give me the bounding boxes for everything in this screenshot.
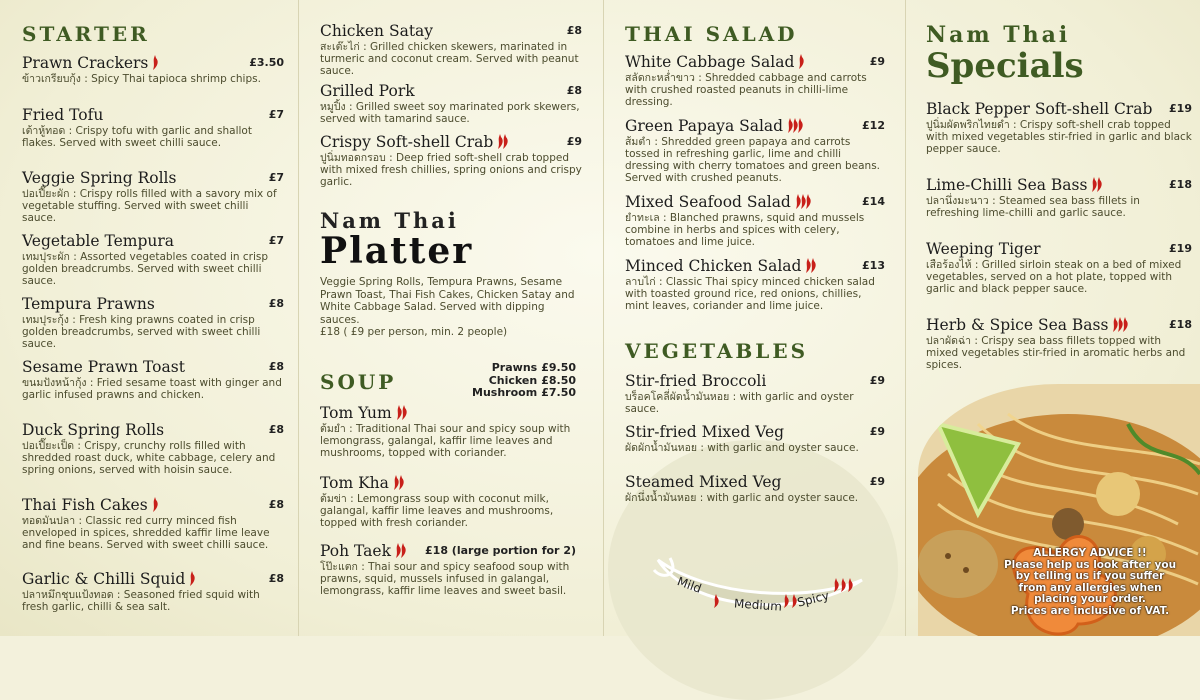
column-divider xyxy=(905,0,906,636)
item-name-text: Weeping Tiger xyxy=(926,240,1041,258)
item-description: ต้มข่า : Lemongrass soup with coconut milk, galangal, kaffir lime leaves and mushrooms, topped with fresh coriander. xyxy=(320,493,554,529)
item-description: เทมปุระผัก : Assorted vegetables coated in crisp golden breadcrumbs. Served with sweet chilli sauce. xyxy=(22,251,269,287)
menu-item xyxy=(22,570,284,613)
item-name-text: Fried Tofu xyxy=(22,106,104,124)
item-price: £14 xyxy=(862,195,885,208)
item-name-text: Prawn Crackers xyxy=(22,54,149,72)
item-description: ต้มยำ : Traditional Thai sour and spicy soup with lemongrass, galangal, kaffir lime leaves and mushrooms, topped with coriander. xyxy=(320,423,571,459)
item-price: £18 xyxy=(1169,178,1192,191)
item-name xyxy=(320,22,582,40)
item-name xyxy=(926,176,1192,194)
menu-item xyxy=(22,358,284,401)
item-name-text: Green Papaya Salad xyxy=(625,117,784,135)
item-price: £18 (large portion for 2) xyxy=(425,544,576,557)
item-price: £9 xyxy=(869,425,885,438)
item-price: £8 xyxy=(566,84,582,97)
item-name-text: Tom Yum xyxy=(320,404,392,422)
item-description: โป๊ะแตก : Thai sour and spicy seafood soup with prawns, squid, mussels infused in galangal, lemongrass, kaffir lime leaves and sweet basil. xyxy=(320,561,570,597)
menu-item xyxy=(320,82,582,125)
item-price: £8 xyxy=(566,24,582,37)
item-name-text: Stir-fried Broccoli xyxy=(625,372,767,390)
item-price: £18 xyxy=(1169,318,1192,331)
soup-price-label: Mushroom xyxy=(472,386,538,399)
item-price: £8 xyxy=(268,297,284,310)
item-price: £8 xyxy=(268,360,284,373)
item-description: ทอดมันปลา : Classic red curry minced fish enveloped in spices, shredded kaffir lime leave and fine beans. Served with sweet chilli sauce. xyxy=(22,515,270,551)
chili-icon xyxy=(1090,177,1105,192)
item-price: £13 xyxy=(862,259,885,272)
item-description: เต้าหู้ทอด : Crispy tofu with garlic and shallot flakes. Served with sweet chilli sauce. xyxy=(22,125,252,149)
item-price: £9 xyxy=(869,374,885,387)
item-name-text: White Cabbage Salad xyxy=(625,53,795,71)
soup-title: SOUP xyxy=(320,370,397,394)
allergy-text: Please help us look after you by telling us if you suffer from any allergies when placing your order. xyxy=(1003,558,1177,605)
platter-soup-column xyxy=(320,0,582,636)
platter-title-top: Nam Thai xyxy=(320,208,459,233)
menu-item xyxy=(926,316,1192,371)
starter-column xyxy=(22,0,284,636)
item-name xyxy=(22,496,284,514)
item-name xyxy=(22,54,284,72)
menu-item xyxy=(320,474,582,529)
item-description: ปลาผัดฉ่า : Crispy sea bass fillets topped with mixed vegetables stir-fried in aromatic herbs and spices. xyxy=(926,335,1186,371)
item-price: £9 xyxy=(869,475,885,488)
item-name xyxy=(22,232,284,250)
item-price: £8 xyxy=(268,498,284,511)
menu-item xyxy=(22,169,284,224)
menu-item xyxy=(320,542,582,597)
item-price: £7 xyxy=(268,108,284,121)
menu-item xyxy=(625,257,885,312)
chili-icon xyxy=(392,475,407,490)
platter-description xyxy=(320,276,582,339)
item-description: ปอเปี๊ยะเป็ด : Crispy, crunchy rolls filled with shredded roast duck, white cabbage, celery and spring onions, served with hoisin sauce. xyxy=(22,440,276,476)
item-price: £19 xyxy=(1169,102,1192,115)
item-name xyxy=(625,117,885,135)
item-name-text: Vegetable Tempura xyxy=(22,232,175,250)
item-name xyxy=(320,474,582,492)
item-name xyxy=(320,404,582,422)
platter-price: £18 ( £9 per person, min. 2 people) xyxy=(320,326,508,338)
menu-item xyxy=(320,133,582,188)
menu-item xyxy=(22,106,284,149)
platter-title: Platter xyxy=(320,230,474,272)
item-name xyxy=(625,372,885,390)
specials-column xyxy=(926,0,1192,636)
column-divider xyxy=(298,0,299,636)
starter-title: STARTER xyxy=(22,22,150,46)
soup-price-value: £8.50 xyxy=(541,373,576,387)
item-name-text: Stir-fried Mixed Veg xyxy=(625,423,785,441)
chili-icon xyxy=(188,571,198,586)
item-name xyxy=(926,100,1192,118)
chili-icon xyxy=(786,118,806,133)
column-divider xyxy=(603,0,604,636)
item-name xyxy=(625,257,885,275)
allergy-vat: Prices are inclusive of VAT. xyxy=(1010,604,1170,617)
item-name-text: Grilled Pork xyxy=(320,82,415,100)
item-name xyxy=(320,133,582,151)
item-name-text: Poh Taek xyxy=(320,542,391,560)
soup-price-table xyxy=(472,362,576,400)
item-name xyxy=(22,169,284,187)
item-name xyxy=(22,570,284,588)
menu-item xyxy=(926,240,1192,295)
item-description: ผัดผักน้ำมันหอย : with garlic and oyster sauce. xyxy=(625,442,859,454)
item-description: ปลานึ่งมะนาว : Steamed sea bass fillets in refreshing lime-chilli and garlic sauce. xyxy=(926,195,1140,219)
item-name-text: Chicken Satay xyxy=(320,22,434,40)
item-name-text: Veggie Spring Rolls xyxy=(22,169,177,187)
item-name-text: Minced Chicken Salad xyxy=(625,257,802,275)
menu-item xyxy=(625,372,885,415)
menu-item xyxy=(22,421,284,476)
item-name-text: Tom Kha xyxy=(320,474,389,492)
item-description: ปลาหมึกชุบแป้งทอด : Seasoned fried squid with fresh garlic, chilli & sea salt. xyxy=(22,589,260,613)
item-name-text: Lime-Chilli Sea Bass xyxy=(926,176,1088,194)
menu-item xyxy=(926,100,1192,155)
item-description: ปอเปี๊ยะผัก : Crispy rolls filled with a savory mix of vegetable stuffing. Served with sweet chilli sauce. xyxy=(22,188,277,224)
menu-item xyxy=(22,295,284,350)
item-price: £3.50 xyxy=(249,56,284,69)
item-name xyxy=(22,358,284,376)
menu-item xyxy=(625,193,885,248)
item-description: ข้าวเกรียบกุ้ง : Spicy Thai tapioca shrimp chips. xyxy=(22,73,261,85)
item-price: £8 xyxy=(268,423,284,436)
item-name-text: Sesame Prawn Toast xyxy=(22,358,185,376)
menu-item xyxy=(22,232,284,287)
soup-price-label: Prawns xyxy=(491,361,538,374)
chili-icon xyxy=(395,405,410,420)
menu-item xyxy=(625,117,885,184)
chili-icon xyxy=(151,55,161,70)
item-description: ปูนิ่มทอดกรอบ : Deep fried soft-shell crab topped with mixed fresh chillies, spring onions and crispy garlic. xyxy=(320,152,582,188)
item-price: £9 xyxy=(869,55,885,68)
item-name-text: Thai Fish Cakes xyxy=(22,496,148,514)
item-description: ยำทะเล : Blanched prawns, squid and mussels combine in herbs and spices with celery, tomatoes and lime juice. xyxy=(625,212,865,248)
platter-desc-text: Veggie Spring Rolls, Tempura Prawns, Sesame Prawn Toast, Thai Fish Cakes, Chicken Satay and White Cabbage Salad. Served with dipping sauces. xyxy=(320,276,575,326)
item-description: สลัดกะหล่ำขาว : Shredded cabbage and carrots with crushed roasted peanuts in chilli-lime dressing. xyxy=(625,72,867,108)
item-name xyxy=(22,106,284,124)
soup-price-label: Chicken xyxy=(488,373,538,387)
menu-item xyxy=(320,404,582,459)
item-name-text: Herb & Spice Sea Bass xyxy=(926,316,1109,334)
item-name-text: Tempura Prawns xyxy=(22,295,155,313)
soup-price-value: £9.50 xyxy=(541,361,576,374)
item-description: บร็อคโคลี่ผัดน้ำมันหอย : with garlic and oyster sauce. xyxy=(625,391,854,415)
item-price: £8 xyxy=(268,572,284,585)
item-name xyxy=(625,473,885,491)
chili-icon xyxy=(496,134,511,149)
item-name xyxy=(625,423,885,441)
item-description: หมูปิ้ง : Grilled sweet soy marinated pork skewers, served with tamarind sauce. xyxy=(320,101,580,125)
item-name xyxy=(926,240,1192,258)
specials-title: Specials xyxy=(926,46,1084,86)
item-name-text: Garlic & Chilli Squid xyxy=(22,570,186,588)
menu-item xyxy=(625,53,885,108)
item-description: ผักนึ่งน้ำมันหอย : with garlic and oyster sauce. xyxy=(625,492,859,504)
thai-salad-title: THAI SALAD xyxy=(625,22,798,46)
item-name xyxy=(22,295,284,313)
chili-icon xyxy=(797,54,807,69)
chili-icon xyxy=(151,497,161,512)
item-price: £12 xyxy=(862,119,885,132)
spice-spicy-label: Spicy xyxy=(795,588,831,610)
item-description: เทมปุระกุ้ง : Fresh king prawns coated in crisp golden breadcrumbs, served with sweet chilli sauce. xyxy=(22,314,261,350)
chili-icon xyxy=(1111,317,1131,332)
specials-title-top: Nam Thai xyxy=(926,22,1071,48)
soup-price-row xyxy=(472,387,576,400)
item-name xyxy=(22,421,284,439)
menu-item xyxy=(320,22,582,77)
item-description: ส้มตำ : Shredded green papaya and carrots tossed in refreshing garlic, lime and chilli dressing with cherry tomatoes and green beans. Served with crushed peanuts. xyxy=(625,136,881,184)
item-name-text: Steamed Mixed Veg xyxy=(625,473,782,491)
menu-item xyxy=(926,176,1192,219)
item-price: £7 xyxy=(268,171,284,184)
item-price: £19 xyxy=(1169,242,1192,255)
item-name-text: Black Pepper Soft-shell Crab xyxy=(926,100,1153,118)
menu-item xyxy=(22,496,284,551)
item-name-text: Mixed Seafood Salad xyxy=(625,193,791,211)
item-name xyxy=(320,82,582,100)
item-name xyxy=(926,316,1192,334)
item-description: ขนมปังหน้ากุ้ง : Fried sesame toast with ginger and garlic infused prawns and chicken. xyxy=(22,377,282,401)
menu-item xyxy=(22,54,284,85)
allergy-title: ALLERGY ADVICE !! xyxy=(1033,547,1147,559)
item-description: ลาบไก่ : Classic Thai spicy minced chicken salad with toasted ground rice, red onions, chillies, mint leaves, coriander and lime juice. xyxy=(625,276,875,312)
chili-icon xyxy=(394,543,409,558)
item-price: £7 xyxy=(268,234,284,247)
item-price: £9 xyxy=(566,135,582,148)
vegetables-title: VEGETABLES xyxy=(625,339,809,363)
item-description: ปูนิ่มผัดพริกไทยดำ : Crispy soft-shell crab topped with mixed vegetables stir-fried in garlic and black pepper sauce. xyxy=(926,119,1192,155)
item-description: สะเต๊ะไก่ : Grilled chicken skewers, marinated in turmeric and coconut cream. Served with peanut sauce. xyxy=(320,41,579,77)
chili-icon xyxy=(804,258,819,273)
item-name-text: Duck Spring Rolls xyxy=(22,421,165,439)
item-name-text: Crispy Soft-shell Crab xyxy=(320,133,494,151)
soup-price-value: £7.50 xyxy=(541,386,576,399)
menu-item xyxy=(625,423,885,454)
item-name xyxy=(625,193,885,211)
item-description: เสือร้องไห้ : Grilled sirloin steak on a bed of mixed vegetables, served on a hot plate, topped with garlic and black pepper sauce. xyxy=(926,259,1182,295)
spice-medium-label: Medium xyxy=(733,596,783,614)
salad-veg-column xyxy=(625,0,885,636)
item-name xyxy=(625,53,885,71)
spice-mild-label: Mild xyxy=(675,574,704,596)
menu-item xyxy=(625,473,885,504)
chili-icon xyxy=(794,194,814,209)
